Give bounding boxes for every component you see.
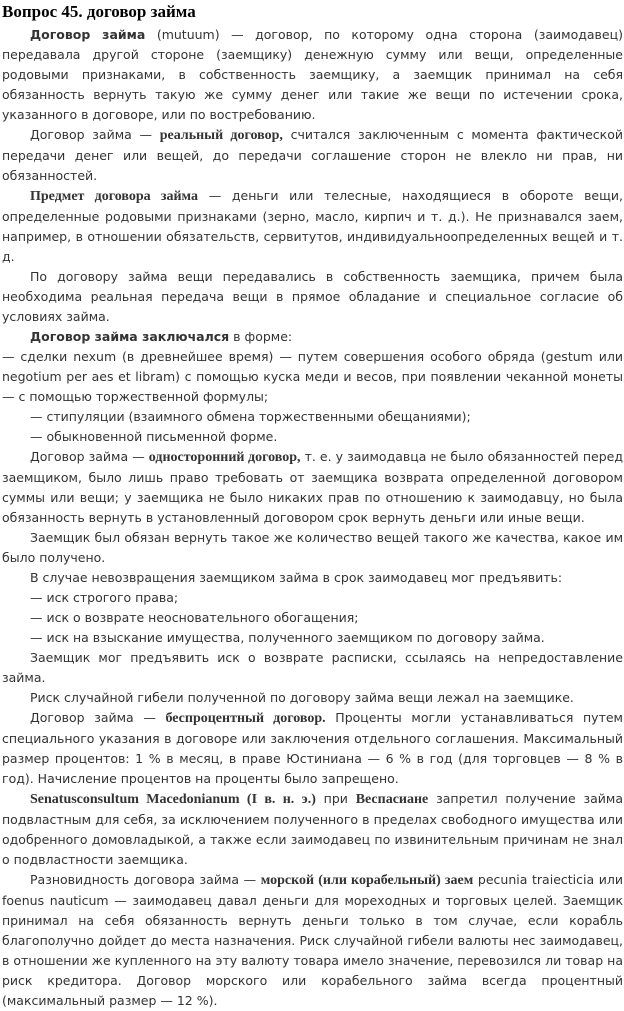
term-bold: беспроцентный договор. bbox=[165, 711, 326, 726]
paragraph-definition bbox=[2, 25, 623, 125]
paragraph-senatusconsultum bbox=[2, 789, 623, 870]
term-bold: Договор займа заключался bbox=[30, 329, 230, 344]
paragraph-text: запретил получение займа подвластным для себя, за исключением полученного в пределах свободного имущества или одобренного домовладыкой, а также если заимодавец по извинительным причинам не знал о подвластности заемщика. bbox=[2, 791, 623, 867]
term-bold: Договор займа bbox=[30, 27, 146, 42]
paragraph-maritime-loan bbox=[2, 870, 623, 1011]
paragraph-subject bbox=[2, 186, 623, 267]
paragraph-text: считался заключенным с момента фактической передачи денег или вещей, до передачи соглашение сторон не влекло ни прав, ни обязанностей. bbox=[2, 127, 623, 183]
paragraph-text: Договор займа — bbox=[30, 127, 160, 142]
term-bold: односторонний договор, bbox=[148, 450, 301, 465]
term-bold: Предмет договора займа bbox=[30, 189, 198, 204]
paragraph-interest bbox=[2, 708, 623, 789]
list-item: — обыкновенной письменной форме. bbox=[30, 429, 278, 444]
paragraph-claims-intro: В случае невозвращения заемщиком займа в срок заимодавец мог предъявить: bbox=[30, 570, 563, 585]
list-item: — иск о возврате неосновательного обогащения; bbox=[30, 610, 359, 625]
list-item: — стипуляции (взаимного обмена торжественными обещаниями); bbox=[30, 409, 471, 424]
list-item: — сделки nexum (в древнейшее время) — путем совершения особого обряда (gestum или negotium per aes et libram) с помощью куска меди и весов, при появлении чеканной монеты — с помощью торжественной формулы; bbox=[2, 349, 623, 404]
paragraph-text: т. е. у заимодавца не было обязанностей перед заемщиком, было лишь право требовать от заемщика возврата определенной договором суммы или вещи; у заемщика не было никаких прав по отношению к заимодавцу, но была обязанность вернуть в установленный договором срок вернуть деньги или иные вещи. bbox=[2, 449, 623, 525]
paragraph-text: Проценты могли устанавливаться путем специального указания в договоре или заключения отдельного соглашения. Максимальный размер процентов: 1 % в месяц, в праве Юстиниана — 6 % в год (для торговцев — 8 % в год). Начисление процентов на проценты было запрещено. bbox=[2, 710, 623, 786]
paragraph-forms-intro bbox=[2, 327, 623, 347]
paragraph-receipt: Заемщик мог предъявить иск о возврате расписки, ссылаясь на непредоставление займа. bbox=[2, 650, 623, 685]
term-bold: морской (или корабельный) заем bbox=[260, 873, 474, 888]
paragraph-text: при bbox=[315, 791, 356, 806]
paragraph-unilateral bbox=[2, 447, 623, 528]
list-item: — иск строгого права; bbox=[30, 590, 179, 605]
term-bold: Веспасиане bbox=[355, 792, 429, 807]
paragraph-text: Разновидность договора займа — bbox=[30, 872, 261, 887]
paragraph-risk: Риск случайной гибели полученной по договору займа вещи лежал на заемщике. bbox=[30, 690, 574, 705]
paragraph-text: (mutuum) — договор, по которому одна сторона (заимодавец) передавала другой стороне (заемщику) денежную сумму или вещи, определенные родовыми признаками, в собственность заемщику, а заемщик принимал на себя обязанность вернуть такую же сумму денег или такие же вещи по истечении срока, указанного в договоре, или по востребованию. bbox=[2, 27, 623, 122]
list-item: — иск на взыскание имущества, полученного заемщиком по договору займа. bbox=[30, 630, 545, 645]
paragraph-text: в форме: bbox=[229, 329, 293, 344]
paragraph-ownership: По договору займа вещи передавались в собственность заемщика, причем была необходима реальная передача вещи в прямое обладание и специальное согласие об условиях займа. bbox=[2, 269, 623, 324]
paragraph-return: Заемщик был обязан вернуть такое же количество вещей такого же качества, какое им было получено. bbox=[2, 530, 623, 565]
term-bold: Senatusconsultum Macedonianum (I в. н. э.) bbox=[30, 792, 316, 807]
paragraph-real-contract bbox=[2, 125, 623, 186]
paragraph-text: pecunia traiecticia или foenus nauticum — заимодавец давал деньги для мореходных и торговых целей. Заемщик принимал на себя обязанность вернуть деньги только в том случае, если корабль благополучно дойдет до места назначения. Риск случайной гибели валюты нес заимодавец, в отношении же купленного на эту валюту товара имело значение, перевозился ли товар на риск кредитора. Договор морского или корабельного займа всегда процентный (максимальный размер — 12 %). bbox=[2, 872, 623, 1008]
paragraph-text: — деньги или телесные, находящиеся в обороте вещи, определенные родовыми признаками (зерно, масло, кирпич и т. д.). Не признавался заем, например, в отношении обязательств, сервитутов, индивидуальноопределенных вещей и т. д. bbox=[2, 188, 623, 264]
paragraph-text: Договор займа — bbox=[30, 449, 149, 464]
page-title: Вопрос 45. договор займа bbox=[2, 2, 196, 21]
term-bold: реальный договор, bbox=[159, 128, 283, 143]
paragraph-text: Договор займа — bbox=[30, 710, 166, 725]
